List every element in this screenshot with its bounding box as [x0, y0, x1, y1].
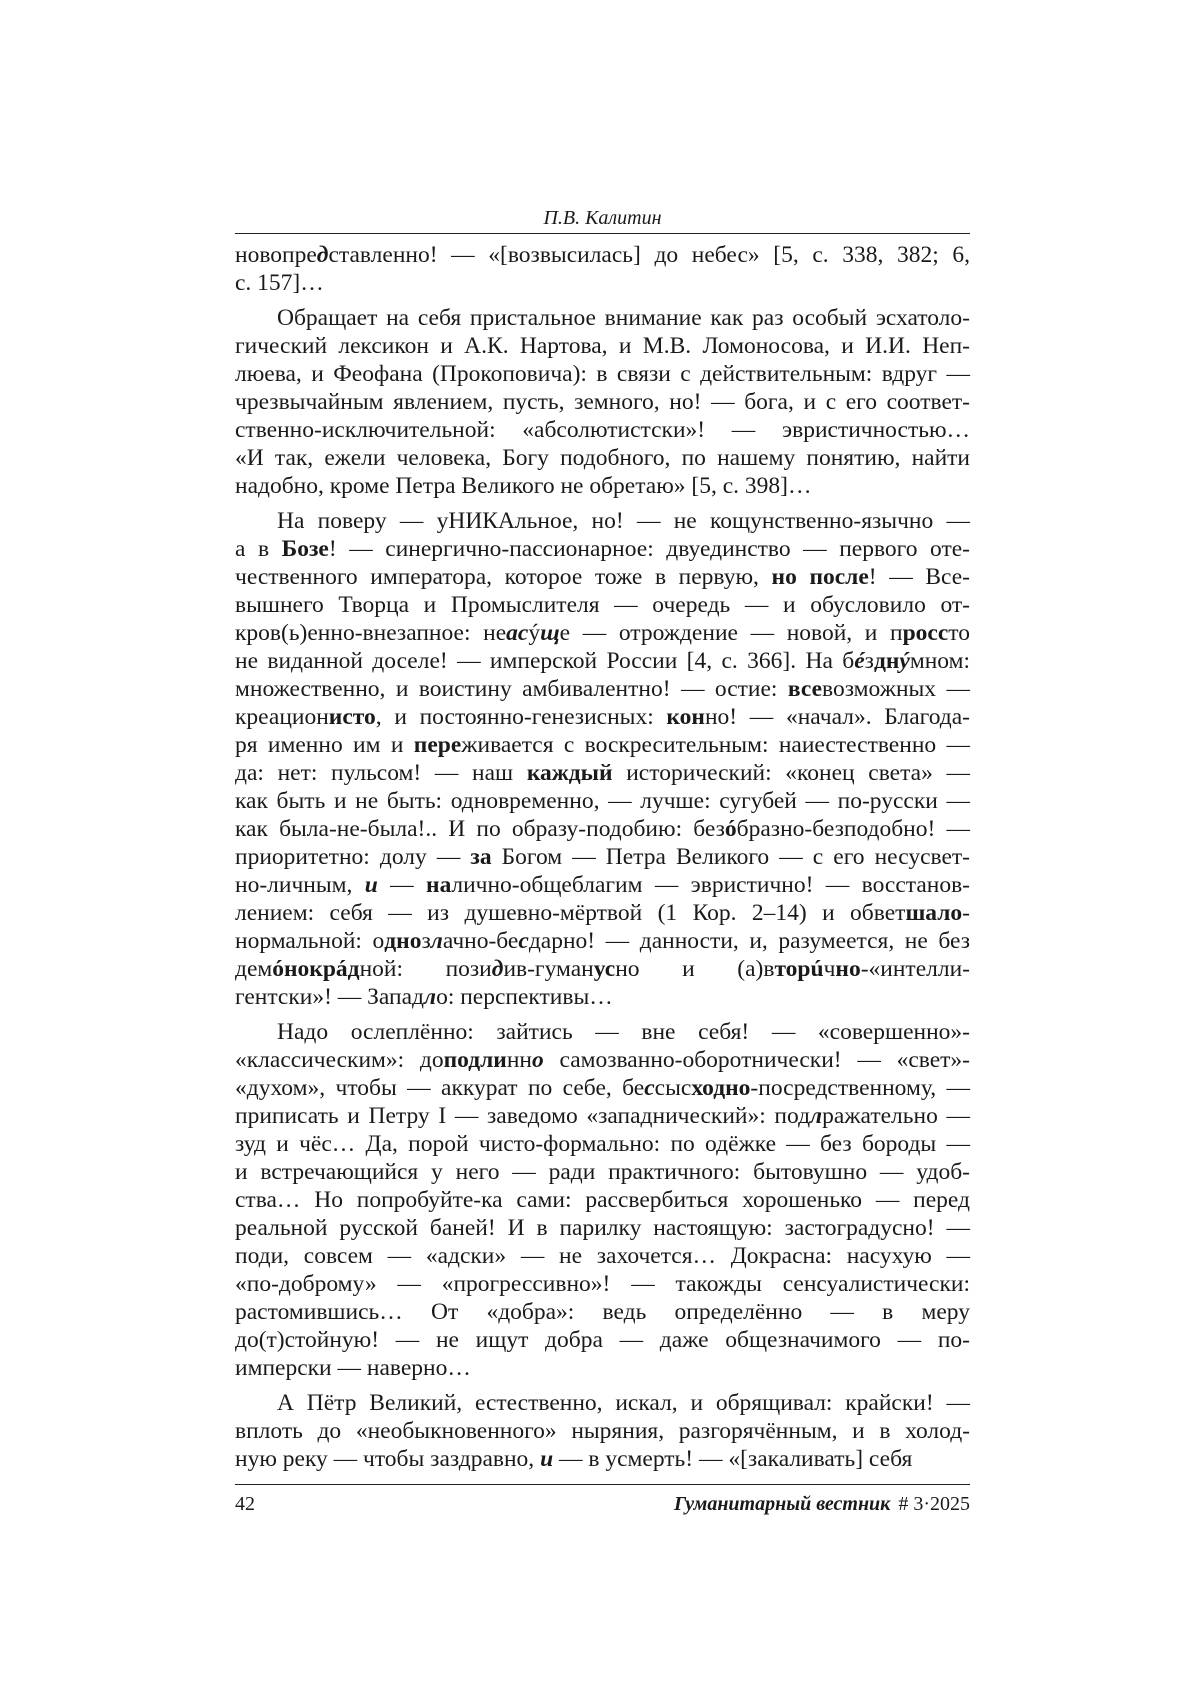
text-line: вышнего Творца и Промыслителя — очередь — и обусловило от-: [235, 592, 970, 618]
text-line: А Пётр Великий, естественно, искал, и обрящивал: крайски! —: [277, 1390, 970, 1416]
page-number: 42: [235, 1493, 255, 1515]
text-line: зуд и чёс… Да, порой чисто-формально: по одёжке — без бороды —: [235, 1131, 970, 1157]
text-line: гентски»! — Западло: перспективы…: [235, 984, 613, 1010]
text-line: до(т)стойную! — не ищут добра — даже общезначимого — по-: [235, 1327, 970, 1353]
text-line: да: нет: пульсом! — наш каждый исторический: «конец света» —: [235, 760, 970, 786]
text-line: На поверу — уНИКАльное, но! — не кощунственно-язычно —: [277, 508, 970, 534]
text-line: кров(ь)енно-внезапное: неасýще — отрождение — новой, и проссто: [235, 620, 970, 646]
running-head-author: П.В. Калитин: [543, 207, 662, 229]
text-line: ства… Но попробуйте-ка сами: рассвербиться хорошенько — перед: [235, 1187, 970, 1213]
text-line: ную реку — чтобы заздравно, и — в усмерть! — «[закаливать] себя: [235, 1446, 913, 1472]
text-line: как была-не-была!.. И по образу-подобию: безóбразно-безподобно! —: [235, 816, 970, 842]
text-line: креационисто, и постоянно-генезисных: конно! — «начал». Благода-: [235, 704, 970, 730]
text-line: чрезвычайным явлением, пусть, земного, но! — бога, и с его соответ-: [235, 389, 970, 415]
text-line: «И так, ежели человека, Богу подобного, по нашему понятию, найти: [235, 445, 970, 471]
journal-info: [674, 1491, 970, 1517]
text-line: реальной русской баней! И в парилку настоящую: застоградусно! —: [235, 1215, 970, 1241]
text-line: как быть и не быть: одновременно, — лучше: сугубей — по-русски —: [235, 788, 970, 814]
text-line: вплоть до «необыкновенного» ныряния, разгорячённым, и в холод-: [235, 1418, 970, 1444]
text-line: ря именно им и переживается с воскресительным: наиестественно —: [235, 732, 970, 758]
page-footer: [235, 1491, 970, 1517]
text-line: с. 157]…: [235, 270, 324, 296]
text-line: множественно, и воистину амбивалентно! — остие: всевозможных —: [235, 676, 970, 702]
text-line: надобно, кроме Петра Великого не обретаю» [5, с. 398]…: [235, 473, 812, 499]
text-line: приоритетно: долу — за Богом — Петра Великого — с его несусвет-: [235, 844, 970, 870]
text-line: новопредставленно! — «[возвысилась] до небес» [5, с. 338, 382; 6,: [235, 242, 970, 268]
text-line: растомившись… От «добра»: ведь определённо — в меру: [235, 1299, 970, 1325]
header-rule: [235, 233, 970, 234]
text-line: ственно-исключительной: «абсолютистски»! — эвристичностью…: [235, 417, 970, 443]
issue-number: # 3·2025: [898, 1493, 970, 1515]
text-line: нормальной: однозлачно-бесдарно! — данности, и, разумеется, не без: [235, 928, 971, 954]
text-line: Надо ослеплённо: зайтись — вне себя! — «совершенно»-: [277, 1019, 970, 1045]
text-line: но-личным, и — налично-общеблагим — эвристично! — восстанов-: [235, 872, 971, 898]
text-line: Обращает на себя пристальное внимание как раз особый эсхатоло-: [277, 305, 970, 331]
text-line: демóнокрáдной: позидив-гуманусно и (а)вторúчно-«интелли-: [235, 956, 970, 982]
text-line: не виданной доселе! — имперской России [4, с. 366]. На бéзднýмном:: [235, 648, 970, 674]
footer-rule: [235, 1484, 970, 1485]
text-line: «духом», чтобы — аккурат по себе, бессысходно-посредственному, —: [235, 1075, 970, 1101]
text-line: приписать и Петру I — заведомо «западнический»: подлражательно —: [235, 1103, 970, 1129]
text-line: имперски — наверно…: [235, 1355, 471, 1381]
text-line: «классическим»: доподлинно самозванно-оборотнически! — «свет»-: [235, 1047, 970, 1073]
text-line: гический лексикон и А.К. Нартова, и М.В. Ломоносова, и И.И. Неп-: [235, 333, 970, 359]
text-line: лением: себя — из душевно-мёртвой (1 Кор. 2–14) и обветшало-: [235, 900, 970, 926]
text-line: люева, и Феофана (Прокоповича): в связи с действительным: вдруг —: [235, 361, 970, 387]
text-line: поди, совсем — «адски» — не захочется… Докрасна: насухую —: [235, 1243, 970, 1269]
text-line: «по-доброму» — «прогрессивно»! — такожды сенсуалистически:: [235, 1271, 970, 1297]
text-line: чественного императора, которое тоже в первую, но после! — Все-: [235, 564, 970, 590]
article-body: [235, 241, 970, 1473]
journal-name: Гуманитарный вестник: [674, 1493, 891, 1515]
text-line: и встречающийся у него — ради практичного: бытовушно — удоб-: [235, 1159, 970, 1185]
text-line: а в Бозе! — синергично-пассионарное: двуединство — первого оте-: [235, 536, 970, 562]
